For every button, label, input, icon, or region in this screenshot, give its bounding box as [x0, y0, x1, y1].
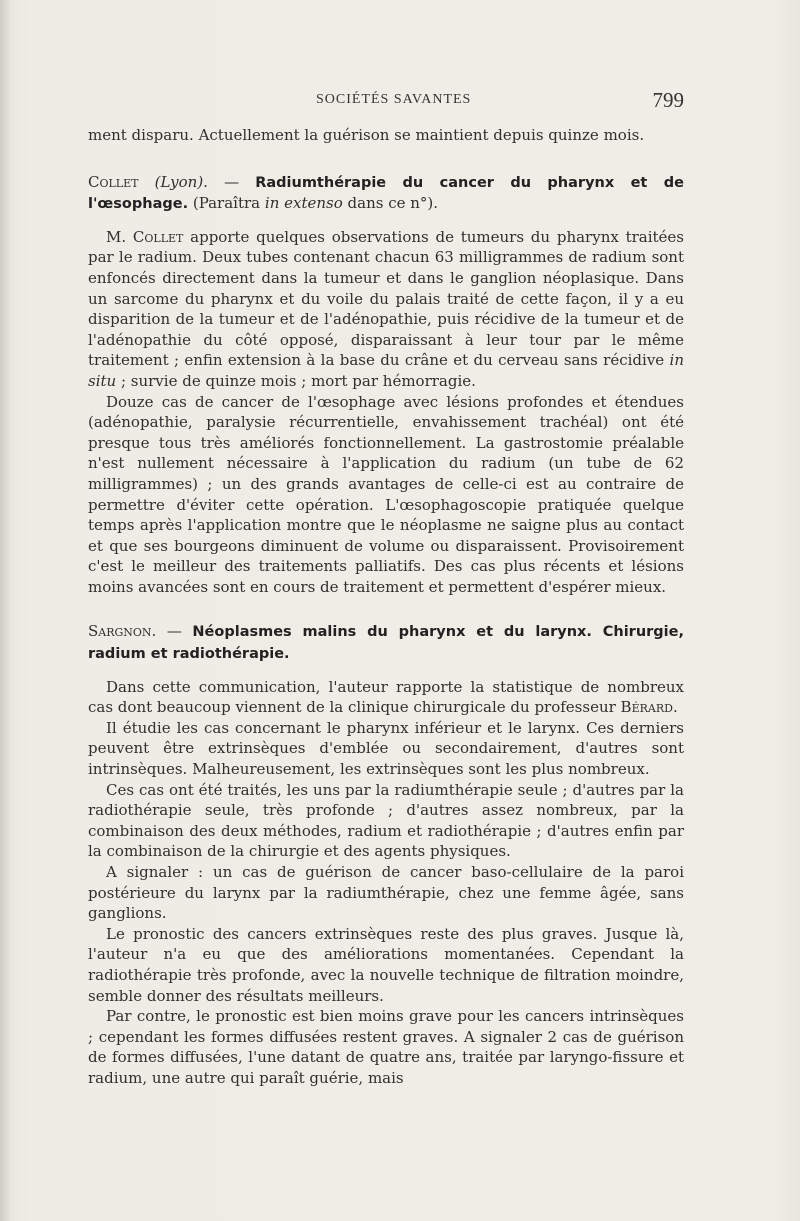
page-header	[88, 90, 684, 114]
continuation-paragraph: ment disparu. Actuellement la guérison se maintient depuis quinze mois.	[88, 126, 645, 144]
section-city: (Lyon).	[154, 172, 208, 191]
section-author: Collet	[88, 172, 139, 191]
paragraph-author: Collet	[132, 227, 184, 246]
page-number: 799	[652, 88, 684, 112]
heading-dash: —	[207, 172, 256, 191]
page-binding-shadow	[0, 0, 10, 1221]
section-title: Néoplasmes malins du pharynx et du larynx. Chirurgie, radium et radiothérapie.	[88, 624, 684, 663]
heading-note-open: (Paraîtra	[188, 194, 265, 213]
paragraph	[88, 227, 684, 392]
paragraph: Le pronostic des cancers extrinsèques reste des plus graves. Jusque là, l'auteur n'a eu que des améliorations momentanées. Cependant la radiothérapie très profonde, avec la nouvelle technique de filtration moindre, semble donner des résultats meilleurs.	[88, 924, 684, 1005]
paragraph-text: Dans cette communication, l'auteur rapporte la statistique de nombreux cas dont beaucoup viennent de la clinique chirurgicale du professeur	[88, 677, 684, 717]
heading-note-italic: in extenso	[264, 194, 343, 213]
section-author: Sargnon.	[88, 622, 157, 641]
heading-dash: —	[156, 622, 193, 641]
paragraph	[88, 677, 684, 718]
section-title: Radiumthérapie du cancer du pharynx et de l'œsophage.	[88, 174, 684, 213]
article-body	[88, 125, 684, 1089]
paragraph-text: apporte quelques observations de tumeurs du pharynx traitées par le radium. Deux tubes contenant chacun 63 milligrammes de radium sont enfoncés directement dans la tumeur et dans le ganglion néoplasique. Dans un sarcome du pharynx et du voile du palais traité de cette façon, il y a eu disparition de la tumeur et de l'adénopathie, puis récidive de la tumeur et de l'adénopathie du côté opposé, disparaissant à leur tour par le même traitement ; enfin extension à la base du crâne et du cerveau sans récidive	[88, 227, 684, 370]
running-title: SOCIÉTÉS SAVANTES	[316, 92, 472, 107]
paragraph: Douze cas de cancer de l'œsophage avec lésions profondes et étendues (adénopathie, paralysie récurrentielle, envahissement trachéal) ont été presque tous très améliorés fonctionnellement. La gastrostomie préalable n'est nullement nécessaire à l'application du radium (un tube de 62 milligrammes) ; un des grands avantages de celle-ci est au contraire de permettre d'éviter cette opération. L'œsophagoscopie pratiquée quelque temps après l'application montre que le néoplasme ne saigne plus au contact et que ses bourgeons diminuent de volume ou disparaissent. Provisoirement c'est le meilleur des traitements palliatifs. Des cas plus récents et lésions moins avancées sont en cours de traitement et permettent d'espérer mieux.	[88, 392, 684, 596]
paragraph-name: Bérard	[620, 698, 673, 717]
paragraph: A signaler : un cas de guérison de cancer baso-cellulaire de la paroi postérieure du larynx par la radiumthérapie, chez une femme âgée, sans ganglions.	[88, 863, 684, 923]
paragraph-prefix: M.	[106, 227, 133, 246]
paragraph: Il étudie les cas concernant le pharynx inférieur et le larynx. Ces derniers peuvent être extrinsèques d'emblée ou secondairement, d'autres sont intrinsèques. Malheureusement, les extrinsèques sont les plus nombreux.	[88, 718, 684, 779]
paragraph-italic: in situ	[88, 351, 684, 390]
paragraph-end: .	[672, 698, 678, 717]
section-heading-sargnon	[88, 621, 684, 664]
section-heading-collet	[88, 172, 684, 215]
paragraph: Par contre, le pronostic est bien moins grave pour les cancers intrinsèques ; cependant les formes diffusées restent graves. A signaler 2 cas de guérison de formes diffusées, l'une datant de quatre ans, traitée par laryngo-fissure et radium, une autre qui paraît guérie, mais	[88, 1007, 684, 1087]
paragraph: Ces cas ont été traités, les uns par la radiumthérapie seule ; d'autres par la radiothérapie seule, très profonde ; d'autres assez nombreux, par la combinaison des deux méthodes, radium et radiothérapie ; d'autres enfin par la combinaison de la chirurgie et des agents physiques.	[88, 780, 684, 861]
paragraph-text: ; survie de quinze mois ; mort par hémorragie.	[116, 371, 476, 390]
heading-note-close: dans ce n°).	[342, 194, 439, 213]
